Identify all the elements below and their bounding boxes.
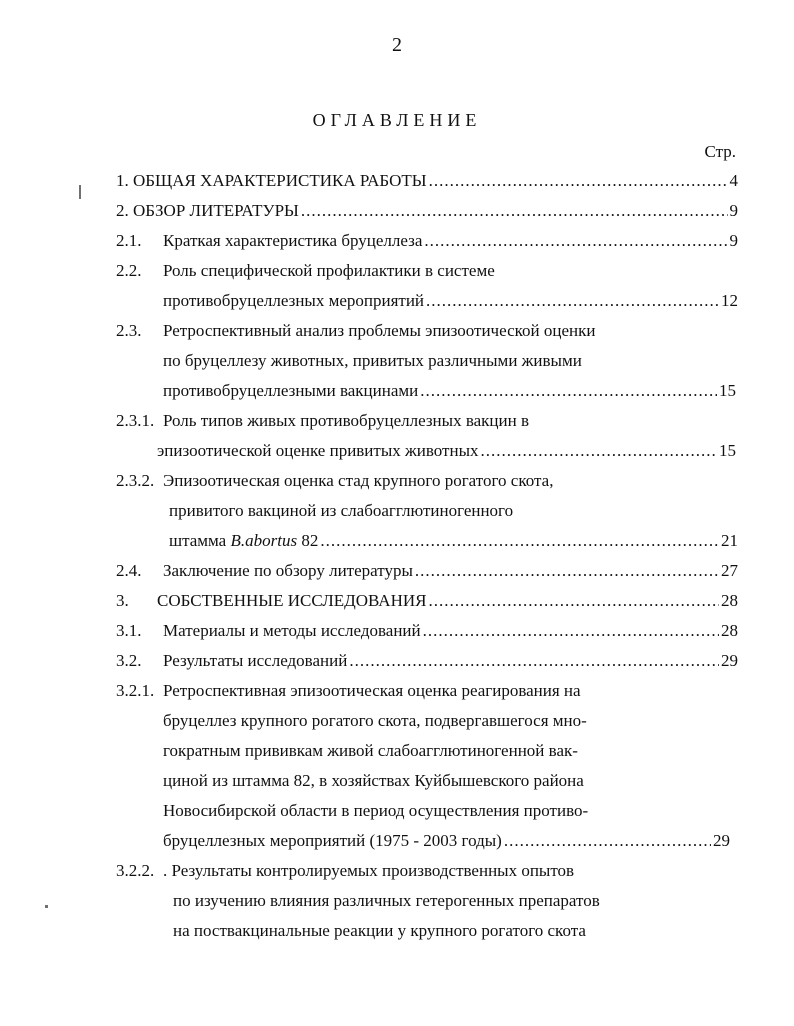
toc-entry-2-3 bbox=[163, 381, 736, 401]
toc-entry-title: Заключение по обзору литературы bbox=[163, 561, 413, 580]
toc-entry-page: 9 bbox=[729, 201, 738, 220]
toc-entry-number: 2.2. bbox=[116, 261, 142, 280]
toc-entry-number: 2.4. bbox=[116, 561, 142, 580]
toc-entry-page: 12 bbox=[721, 291, 738, 310]
toc-entry-number: 2.3.1. bbox=[116, 411, 155, 430]
toc-entry-page: 15 bbox=[719, 381, 736, 400]
toc-entry-1 bbox=[116, 171, 738, 191]
toc-entry-number: 3. bbox=[116, 591, 129, 610]
toc-entry-3-1 bbox=[163, 621, 738, 641]
toc-entry-title: Краткая характеристика бруцеллеза bbox=[163, 231, 423, 250]
toc-entry-title: Результаты исследований bbox=[163, 651, 348, 670]
toc-entry-title-line: Ретроспективный анализ проблемы эпизоотической оценки bbox=[163, 321, 596, 340]
toc-entry-number: 2.1. bbox=[116, 231, 142, 250]
toc-entry-3-2-1 bbox=[163, 831, 730, 851]
dot-leader bbox=[424, 231, 727, 251]
toc-entry-number: 3.2.2. bbox=[116, 861, 155, 880]
species-name: B.abortus bbox=[230, 531, 298, 550]
strain-number: 82 bbox=[297, 531, 319, 550]
toc-entry-title: Материалы и методы исследований bbox=[163, 621, 421, 640]
toc-entry-number: 3.2.1. bbox=[116, 681, 155, 700]
dot-leader bbox=[481, 441, 718, 461]
toc-entry-number: 2. bbox=[116, 201, 129, 220]
toc-entry-title-line: Эпизоотическая оценка стад крупного рогатого скота, bbox=[163, 471, 554, 490]
toc-entry-title-line: противобруцеллезных мероприятий bbox=[163, 291, 425, 310]
toc-entry-title-line: Ретроспективная эпизоотическая оценка реагирования на bbox=[163, 681, 581, 700]
toc-entry-number: 3.2. bbox=[116, 651, 142, 670]
toc-entry-title-line: бруцеллезных мероприятий (1975 - 2003 годы) bbox=[163, 831, 502, 850]
dot-leader bbox=[429, 171, 728, 191]
toc-entry-3 bbox=[157, 591, 738, 611]
toc-entry-page: 9 bbox=[729, 231, 738, 250]
toc-entry-page: 29 bbox=[713, 831, 730, 850]
dot-leader bbox=[415, 561, 719, 581]
toc-entry-number: 2.3. bbox=[116, 321, 142, 340]
page-number: 2 bbox=[392, 34, 402, 56]
toc-entry-page: 28 bbox=[721, 591, 738, 610]
toc-entry-title-line: . Результаты контролируемых производственных опытов bbox=[163, 861, 575, 880]
toc-entry-page: 4 bbox=[729, 171, 738, 190]
toc-entry-page: 15 bbox=[719, 441, 736, 460]
toc-entry-2-2 bbox=[163, 291, 738, 311]
toc-entry-2-3-1 bbox=[157, 441, 736, 461]
toc-entry-2 bbox=[116, 201, 738, 221]
toc-entry-page: 21 bbox=[721, 531, 738, 550]
toc-entry-2-3-2 bbox=[169, 531, 738, 551]
dot-leader bbox=[320, 531, 719, 551]
toc-entry-title-line: по бруцеллезу животных, привитых различными живыми bbox=[163, 351, 582, 370]
toc-entry-title-line: циной из штамма 82, в хозяйствах Куйбышевского района bbox=[163, 771, 584, 790]
dot-leader bbox=[423, 621, 719, 641]
toc-entry-title-line: Роль типов живых противобруцеллезных вакцин в bbox=[163, 411, 529, 430]
toc-entry-page: 29 bbox=[721, 651, 738, 670]
dot-leader bbox=[428, 591, 719, 611]
dot-leader bbox=[420, 381, 717, 401]
toc-entry-title-line: бруцеллез крупного рогатого скота, подвергавшегося мно- bbox=[163, 711, 587, 730]
margin-mark bbox=[79, 185, 81, 199]
toc-entry-title: ОБЗОР ЛИТЕРАТУРЫ bbox=[133, 201, 299, 220]
margin-dot bbox=[45, 905, 48, 908]
toc-entry-number: 1. bbox=[116, 171, 129, 190]
toc-entry-3-2 bbox=[163, 651, 738, 671]
toc-entry-title-line: гократным прививкам живой слабоагглютиногенной вак- bbox=[163, 741, 578, 760]
toc-heading: ОГЛАВЛЕНИЕ bbox=[312, 110, 482, 130]
toc-entry-title: ОБЩАЯ ХАРАКТЕРИСТИКА РАБОТЫ bbox=[133, 171, 427, 190]
toc-entry-title-line: привитого вакциной из слабоагглютиногенного bbox=[169, 501, 514, 520]
toc-entry-title-line: на поствакцинальные реакции у крупного рогатого скота bbox=[173, 921, 586, 940]
toc-entry-title-line: эпизоотической оценке привитых животных bbox=[157, 441, 479, 460]
page-column-label: Стр. bbox=[704, 142, 736, 161]
toc-entry-title-line: Новосибирской области в период осуществления противо- bbox=[163, 801, 589, 820]
dot-leader bbox=[504, 831, 711, 851]
toc-entry-number: 3.1. bbox=[116, 621, 142, 640]
toc-entry-title-line: штамма bbox=[169, 531, 231, 550]
toc-entry-title: СОБСТВЕННЫЕ ИССЛЕДОВАНИЯ bbox=[157, 591, 427, 610]
toc-entry-number: 2.3.2. bbox=[116, 471, 155, 490]
dot-leader bbox=[349, 651, 719, 671]
dot-leader bbox=[426, 291, 719, 311]
toc-entry-2-1 bbox=[163, 231, 738, 251]
toc-entry-page: 27 bbox=[721, 561, 738, 580]
dot-leader bbox=[301, 201, 728, 221]
toc-entry-title-line: по изучению влияния различных гетерогенных препаратов bbox=[173, 891, 600, 910]
toc-entry-2-4 bbox=[163, 561, 738, 581]
toc-entry-title-line: Роль специфической профилактики в системе bbox=[163, 261, 495, 280]
toc-entry-title-line: противобруцеллезными вакцинами bbox=[163, 381, 419, 400]
toc-entry-page: 28 bbox=[721, 621, 738, 640]
